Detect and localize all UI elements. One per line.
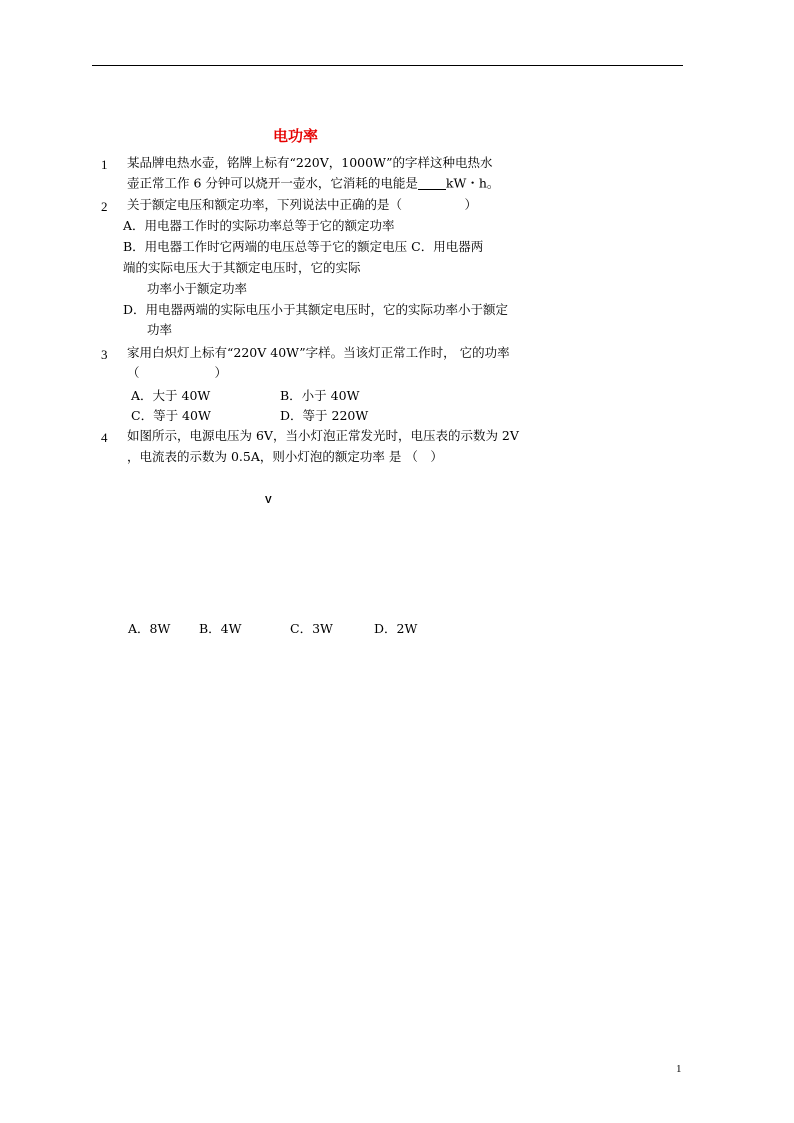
question-3-paren: （ ） — [127, 365, 228, 380]
question-2-option-d-cont: 功率 — [147, 322, 173, 337]
question-4-option-c: C．3W — [290, 621, 333, 636]
question-1-line-1: 某品牌电热水壶，铭牌上标有“220V，1000W”的字样这种电热水 — [127, 155, 493, 170]
question-2-option-a: A．用电器工作时的实际功率总等于它的额定功率 — [123, 218, 395, 233]
question-4-option-a: A．8W — [128, 621, 171, 636]
answer-blank[interactable] — [418, 177, 446, 190]
question-3-stem: 家用白炽灯上标有“220V 40W”字样。当该灯正常工作时， 它的功率 — [127, 345, 510, 360]
question-4-number: 4 — [101, 430, 108, 445]
page-title: 电功率 — [273, 127, 319, 145]
question-3-option-b: B．小于 40W — [280, 388, 360, 403]
question-2-option-c-cont: 端的实际电压大于其额定电压时，它的实际 — [123, 260, 361, 275]
question-3-option-c: C．等于 40W — [131, 408, 211, 423]
header-rule — [92, 65, 683, 66]
question-4-stem-line-1: 如图所示，电源电压为 6V，当小灯泡正常发光时，电压表的示数为 2V — [127, 428, 519, 443]
question-4-option-b: B．4W — [199, 621, 242, 636]
circuit-figure-label: V — [265, 495, 272, 506]
question-2-option-d: D．用电器两端的实际电压小于其额定电压时，它的实际功率小于额定 — [123, 302, 509, 317]
question-4-stem-line-2: ，电流表的示数为 0.5A，则小灯泡的额定功率 是 （ ） — [127, 449, 443, 464]
question-2-number: 2 — [101, 199, 108, 214]
question-2-stem: 关于额定电压和额定功率，下列说法中正确的是（ ） — [127, 197, 478, 212]
page-number: 1 — [676, 1063, 682, 1075]
question-3-number: 3 — [101, 347, 108, 362]
question-1-line-2-text: 壶正常工作 6 分钟可以烧开一壶水，它消耗的电能是 — [127, 175, 418, 191]
question-1-line-2 — [127, 177, 499, 190]
question-4-option-d: D．2W — [374, 621, 418, 636]
question-1-number: 1 — [101, 157, 108, 172]
question-3-option-d: D．等于 220W — [280, 408, 369, 423]
question-2-option-b: B．用电器工作时它两端的电压总等于它的额定电压 C．用电器两 — [123, 239, 484, 254]
question-3-option-a: A．大于 40W — [131, 388, 211, 403]
question-2-option-c-cont2: 功率小于额定功率 — [147, 281, 248, 296]
question-1-unit: kW・h。 — [445, 175, 500, 191]
